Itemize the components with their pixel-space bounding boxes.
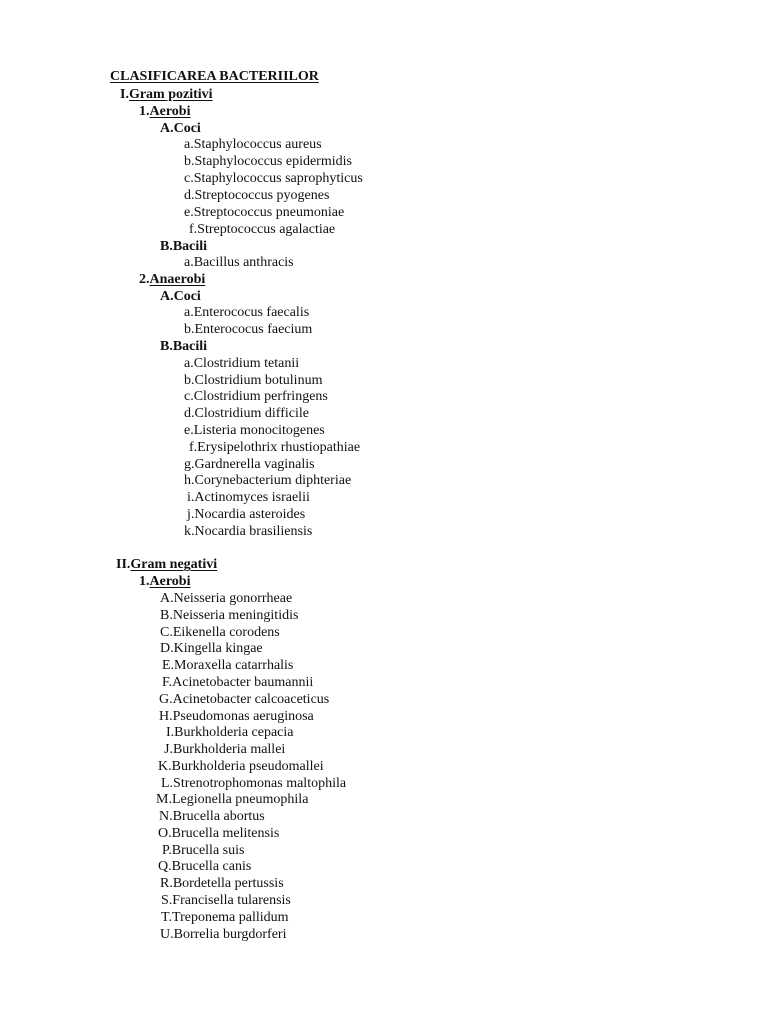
- list-item: P.Brucella suis: [162, 843, 245, 858]
- list-item: N.Brucella abortus: [159, 809, 265, 824]
- list-item: S.Francisella tularensis: [161, 893, 291, 908]
- list-item: E.Moraxella catarrhalis: [162, 658, 294, 673]
- section-prefix: I.: [120, 87, 129, 102]
- list-item: k.Nocardia brasiliensis: [184, 524, 313, 539]
- subgroup-heading-coci: A.Coci: [160, 289, 201, 304]
- list-item: U.Borrelia burgdorferi: [160, 927, 287, 942]
- group-prefix: 1.: [139, 574, 150, 589]
- group-name: Aerobi: [149, 104, 191, 119]
- group-name: Anaerobi: [149, 272, 206, 287]
- list-item: e.Listeria monocitogenes: [184, 423, 325, 438]
- list-item: L.Strenotrophomonas maltophila: [161, 776, 347, 791]
- list-item: B.Neisseria meningitidis: [160, 608, 299, 623]
- section-prefix: II.: [116, 557, 131, 572]
- list-item: K.Burkholderia pseudomallei: [158, 759, 324, 774]
- document-title: CLASIFICAREA BACTERIILOR: [110, 69, 319, 84]
- list-item: g.Gardnerella vaginalis: [184, 457, 315, 472]
- list-item: D.Kingella kingae: [160, 641, 263, 656]
- list-item: F.Acinetobacter baumannii: [162, 675, 314, 690]
- list-item: R.Bordetella pertussis: [160, 876, 284, 891]
- list-item: T.Treponema pallidum: [161, 910, 289, 925]
- list-item: c.Staphylococcus saprophyticus: [184, 171, 363, 186]
- list-item: d.Streptococcus pyogenes: [184, 188, 330, 203]
- group-heading-aerobi: [139, 103, 190, 120]
- list-item: a.Enterococus faecalis: [184, 305, 310, 320]
- list-item: d.Clostridium difficile: [184, 406, 309, 421]
- group-prefix: 2.: [139, 272, 150, 287]
- list-item: a.Clostridium tetanii: [184, 356, 300, 371]
- list-item: f.Erysipelothrix rhustiopathiae: [189, 440, 361, 455]
- list-item: i.Actinomyces israelii: [187, 490, 310, 505]
- list-item: j.Nocardia asteroides: [187, 507, 306, 522]
- list-item: H.Pseudomonas aeruginosa: [159, 709, 314, 724]
- group-prefix: 1.: [139, 104, 150, 119]
- list-item: a.Bacillus anthracis: [184, 255, 294, 270]
- list-item: Q.Brucella canis: [158, 859, 252, 874]
- list-item: C.Eikenella corodens: [160, 625, 280, 640]
- list-item: G.Acinetobacter calcoaceticus: [159, 692, 330, 707]
- group-heading-aerobi: [139, 573, 190, 590]
- section-heading-gram-negativi: [116, 556, 217, 573]
- list-item: a.Staphylococcus aureus: [184, 137, 322, 152]
- list-item: J.Burkholderia mallei: [164, 742, 286, 757]
- subgroup-heading-bacili: B.Bacili: [160, 339, 208, 354]
- list-item: b.Staphylococcus epidermidis: [184, 154, 352, 169]
- list-item: b.Clostridium botulinum: [184, 373, 323, 388]
- list-item: f.Streptococcus agalactiae: [189, 222, 336, 237]
- list-item: O.Brucella melitensis: [158, 826, 280, 841]
- list-item: A.Neisseria gonorrheae: [160, 591, 293, 606]
- subgroup-heading-bacili: B.Bacili: [160, 239, 208, 254]
- list-item: c.Clostridium perfringens: [184, 389, 328, 404]
- section-name: Gram pozitivi: [128, 87, 213, 102]
- group-heading-anaerobi: [139, 271, 205, 288]
- subgroup-heading-coci: A.Coci: [160, 121, 201, 136]
- section-name: Gram negativi: [130, 557, 218, 572]
- list-item: e.Streptococcus pneumoniae: [184, 205, 345, 220]
- list-item: M.Legionella pneumophila: [156, 792, 309, 807]
- list-item: I.Burkholderia cepacia: [166, 725, 294, 740]
- list-item: b.Enterococus faecium: [184, 322, 313, 337]
- list-item: h.Corynebacterium diphteriae: [184, 473, 352, 488]
- group-name: Aerobi: [149, 574, 191, 589]
- section-heading-gram-pozitivi: [120, 86, 213, 103]
